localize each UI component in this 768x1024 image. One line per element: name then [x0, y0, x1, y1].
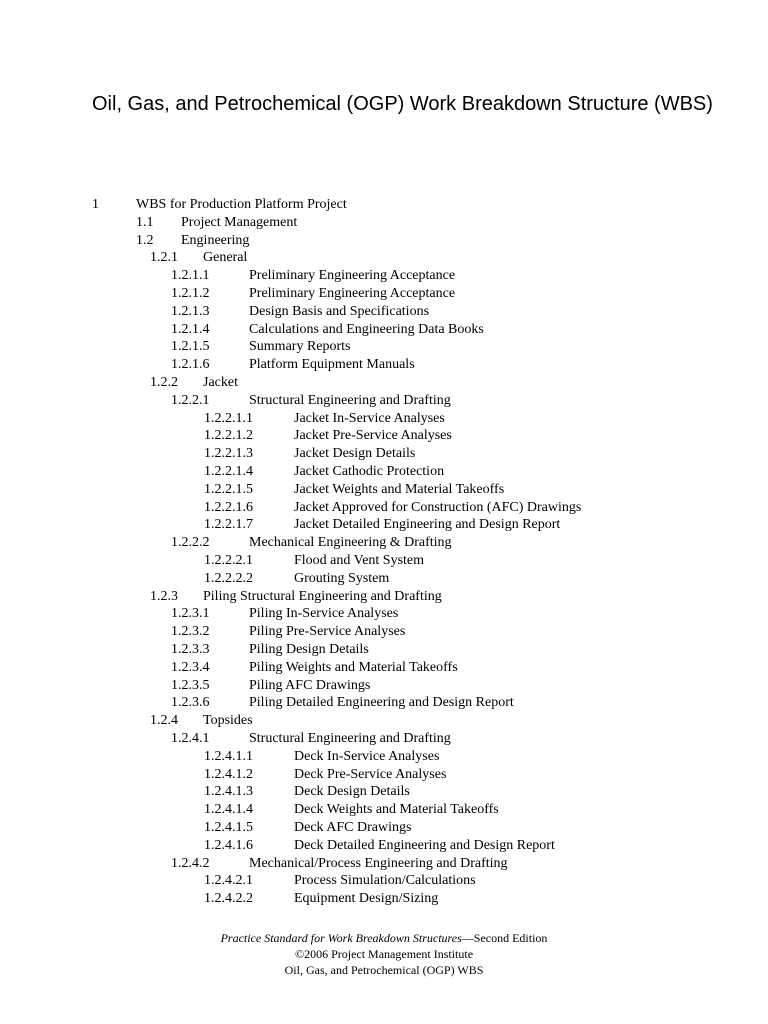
wbs-item-number: 1.2.3.2	[171, 624, 210, 640]
wbs-item-number: 1.2.2.1.4	[204, 464, 253, 479]
wbs-item-number: 1.2.2.1.7	[204, 517, 253, 533]
wbs-item-label: Equipment Design/Sizing	[294, 891, 439, 907]
wbs-item-label: Jacket Cathodic Protection	[294, 464, 445, 479]
wbs-item	[0, 837, 768, 855]
wbs-item	[0, 214, 768, 232]
footer-section: Oil, Gas, and Petrochemical (OGP) WBS	[284, 963, 484, 977]
wbs-item	[0, 356, 768, 374]
footer-copyright: ©2006 Project Management Institute	[294, 947, 474, 961]
wbs-item-number: 1.2.1.1	[171, 268, 210, 284]
wbs-item-label: Jacket In-Service Analyses	[294, 410, 445, 426]
wbs-item-number: 1.2.2	[150, 375, 178, 390]
wbs-item-label: Piling AFC Drawings	[249, 677, 371, 693]
wbs-item	[0, 677, 768, 695]
wbs-item	[0, 321, 768, 339]
wbs-item-number: 1.2.4.2.1	[204, 873, 253, 889]
wbs-item	[0, 410, 768, 428]
wbs-item-label: Jacket Approved for Construction (AFC) Drawings	[294, 499, 582, 515]
page-title: Oil, Gas, and Petrochemical (OGP) Work Breakdown Structure (WBS)	[92, 93, 713, 115]
wbs-item	[0, 694, 768, 712]
wbs-item-label: Topsides	[203, 713, 253, 729]
wbs-item-label: Deck Detailed Engineering and Design Report	[294, 837, 555, 853]
wbs-item-label: Design Basis and Specifications	[249, 303, 430, 319]
wbs-item-label: Calculations and Engineering Data Books	[249, 321, 484, 337]
wbs-item	[0, 267, 768, 285]
wbs-item	[0, 392, 768, 410]
wbs-item	[0, 605, 768, 623]
wbs-item-label: Structural Engineering and Drafting	[249, 731, 451, 746]
wbs-item-label: Preliminary Engineering Acceptance	[249, 286, 456, 301]
wbs-item-label: Piling In-Service Analyses	[249, 606, 399, 622]
wbs-item-number: 1.2.1.6	[171, 357, 210, 373]
wbs-item-label: Jacket Design Details	[294, 446, 416, 462]
wbs-item	[0, 855, 768, 873]
wbs-item-label: Jacket	[203, 375, 238, 390]
wbs-item-label: Jacket Detailed Engineering and Design Report	[294, 517, 561, 533]
wbs-item-label: Piling Weights and Material Takeoffs	[249, 659, 458, 675]
wbs-item	[0, 445, 768, 463]
footer-book-title: Practice Standard for Work Breakdown Structures	[220, 931, 462, 945]
wbs-item	[0, 890, 768, 908]
wbs-item	[0, 552, 768, 570]
page-footer	[0, 930, 768, 978]
wbs-item-label: Project Management	[181, 214, 298, 230]
wbs-item-number: 1.2.2.1.2	[204, 428, 253, 444]
wbs-item	[0, 819, 768, 837]
wbs-item	[0, 783, 768, 801]
wbs-item	[0, 623, 768, 641]
wbs-item-number: 1.2.4.1.5	[204, 820, 253, 835]
wbs-item-number: 1.2.1.4	[171, 321, 210, 337]
wbs-item	[0, 516, 768, 534]
wbs-item	[0, 481, 768, 499]
wbs-item-label: Platform Equipment Manuals	[249, 357, 415, 373]
wbs-item-label: Piling Pre-Service Analyses	[249, 624, 406, 640]
wbs-item-number: 1.2.1.3	[171, 303, 210, 319]
wbs-item	[0, 463, 768, 481]
wbs-item-number: 1.2.2.1.5	[204, 481, 253, 497]
wbs-item-label: Deck Pre-Service Analyses	[294, 766, 447, 782]
wbs-item-number: 1.2.4.2.2	[204, 891, 253, 907]
wbs-item-label: Deck Weights and Material Takeoffs	[294, 802, 499, 818]
wbs-item-number: 1.2.3	[150, 588, 178, 604]
wbs-item-number: 1.2.3.5	[171, 677, 210, 693]
wbs-item-number: 1.2.4.2	[171, 855, 210, 871]
wbs-item-label: Flood and Vent System	[294, 553, 425, 568]
wbs-item-label: WBS for Production Platform Project	[136, 197, 347, 212]
wbs-item-number: 1.2	[136, 232, 154, 248]
wbs-item-number: 1.2.2.2	[171, 535, 210, 551]
footer-line-1	[0, 930, 768, 946]
wbs-item-number: 1.2.1.2	[171, 286, 210, 301]
wbs-item-number: 1.2.4.1.2	[204, 766, 253, 782]
wbs-item	[0, 712, 768, 730]
wbs-item-number: 1.2.2.2.1	[204, 553, 253, 568]
wbs-item	[0, 766, 768, 784]
wbs-item-label: Piling Design Details	[249, 642, 369, 657]
wbs-item-label: Mechanical/Process Engineering and Drafting	[249, 855, 508, 871]
wbs-item-label: Jacket Pre-Service Analyses	[294, 428, 452, 444]
wbs-item	[0, 374, 768, 392]
wbs-item	[0, 534, 768, 552]
wbs-item	[0, 427, 768, 445]
wbs-item-number: 1.2.4	[150, 713, 178, 729]
wbs-item	[0, 801, 768, 819]
wbs-item-number: 1.2.2.1	[171, 392, 210, 408]
wbs-item-number: 1	[92, 197, 99, 212]
wbs-item-label: Deck AFC Drawings	[294, 820, 412, 835]
wbs-item	[0, 570, 768, 588]
wbs-item-label: Deck Design Details	[294, 784, 410, 800]
wbs-item-number: 1.2.4.1.3	[204, 784, 253, 800]
wbs-item-number: 1.2.1	[150, 250, 178, 266]
wbs-item	[0, 303, 768, 321]
wbs-item	[0, 641, 768, 659]
footer-edition: —Second Edition	[461, 931, 548, 945]
wbs-item-label: Preliminary Engineering Acceptance	[249, 268, 456, 284]
wbs-item	[0, 499, 768, 517]
wbs-item-label: Engineering	[181, 232, 250, 248]
wbs-item	[0, 872, 768, 890]
wbs-item-number: 1.2.3.3	[171, 642, 210, 657]
wbs-item	[0, 659, 768, 677]
wbs-item	[0, 249, 768, 267]
wbs-item-label: Deck In-Service Analyses	[294, 748, 440, 764]
wbs-item-number: 1.2.2.1.6	[204, 499, 253, 515]
wbs-item	[0, 232, 768, 250]
wbs-item-label: Summary Reports	[249, 339, 351, 355]
wbs-item-label: Grouting System	[294, 570, 390, 586]
wbs-item-number: 1.2.3.1	[171, 606, 210, 622]
wbs-item-label: Jacket Weights and Material Takeoffs	[294, 481, 505, 497]
wbs-item	[0, 748, 768, 766]
wbs-item-number: 1.1	[136, 214, 154, 230]
wbs-item-number: 1.2.1.5	[171, 339, 210, 355]
wbs-item-number: 1.2.4.1	[171, 731, 210, 746]
wbs-item	[0, 196, 768, 214]
wbs-item-label: Process Simulation/Calculations	[294, 873, 476, 889]
wbs-item	[0, 285, 768, 303]
wbs-item-label: Piling Structural Engineering and Drafting	[203, 588, 442, 604]
wbs-item-label: Mechanical Engineering & Drafting	[249, 535, 452, 551]
wbs-item-number: 1.2.4.1.4	[204, 802, 253, 818]
wbs-item-number: 1.2.3.4	[171, 659, 210, 675]
wbs-item-number: 1.2.2.1.1	[204, 410, 253, 426]
wbs-item-number: 1.2.2.2.2	[204, 570, 253, 586]
wbs-item-number: 1.2.2.1.3	[204, 446, 253, 462]
wbs-item-number: 1.2.3.6	[171, 695, 210, 711]
wbs-item	[0, 338, 768, 356]
wbs-item-label: Structural Engineering and Drafting	[249, 392, 451, 408]
wbs-item-label: General	[203, 250, 248, 266]
wbs-item	[0, 588, 768, 606]
wbs-item-number: 1.2.4.1.6	[204, 837, 253, 853]
wbs-item-number: 1.2.4.1.1	[204, 748, 253, 764]
wbs-item-label: Piling Detailed Engineering and Design Report	[249, 695, 514, 711]
wbs-item	[0, 730, 768, 748]
